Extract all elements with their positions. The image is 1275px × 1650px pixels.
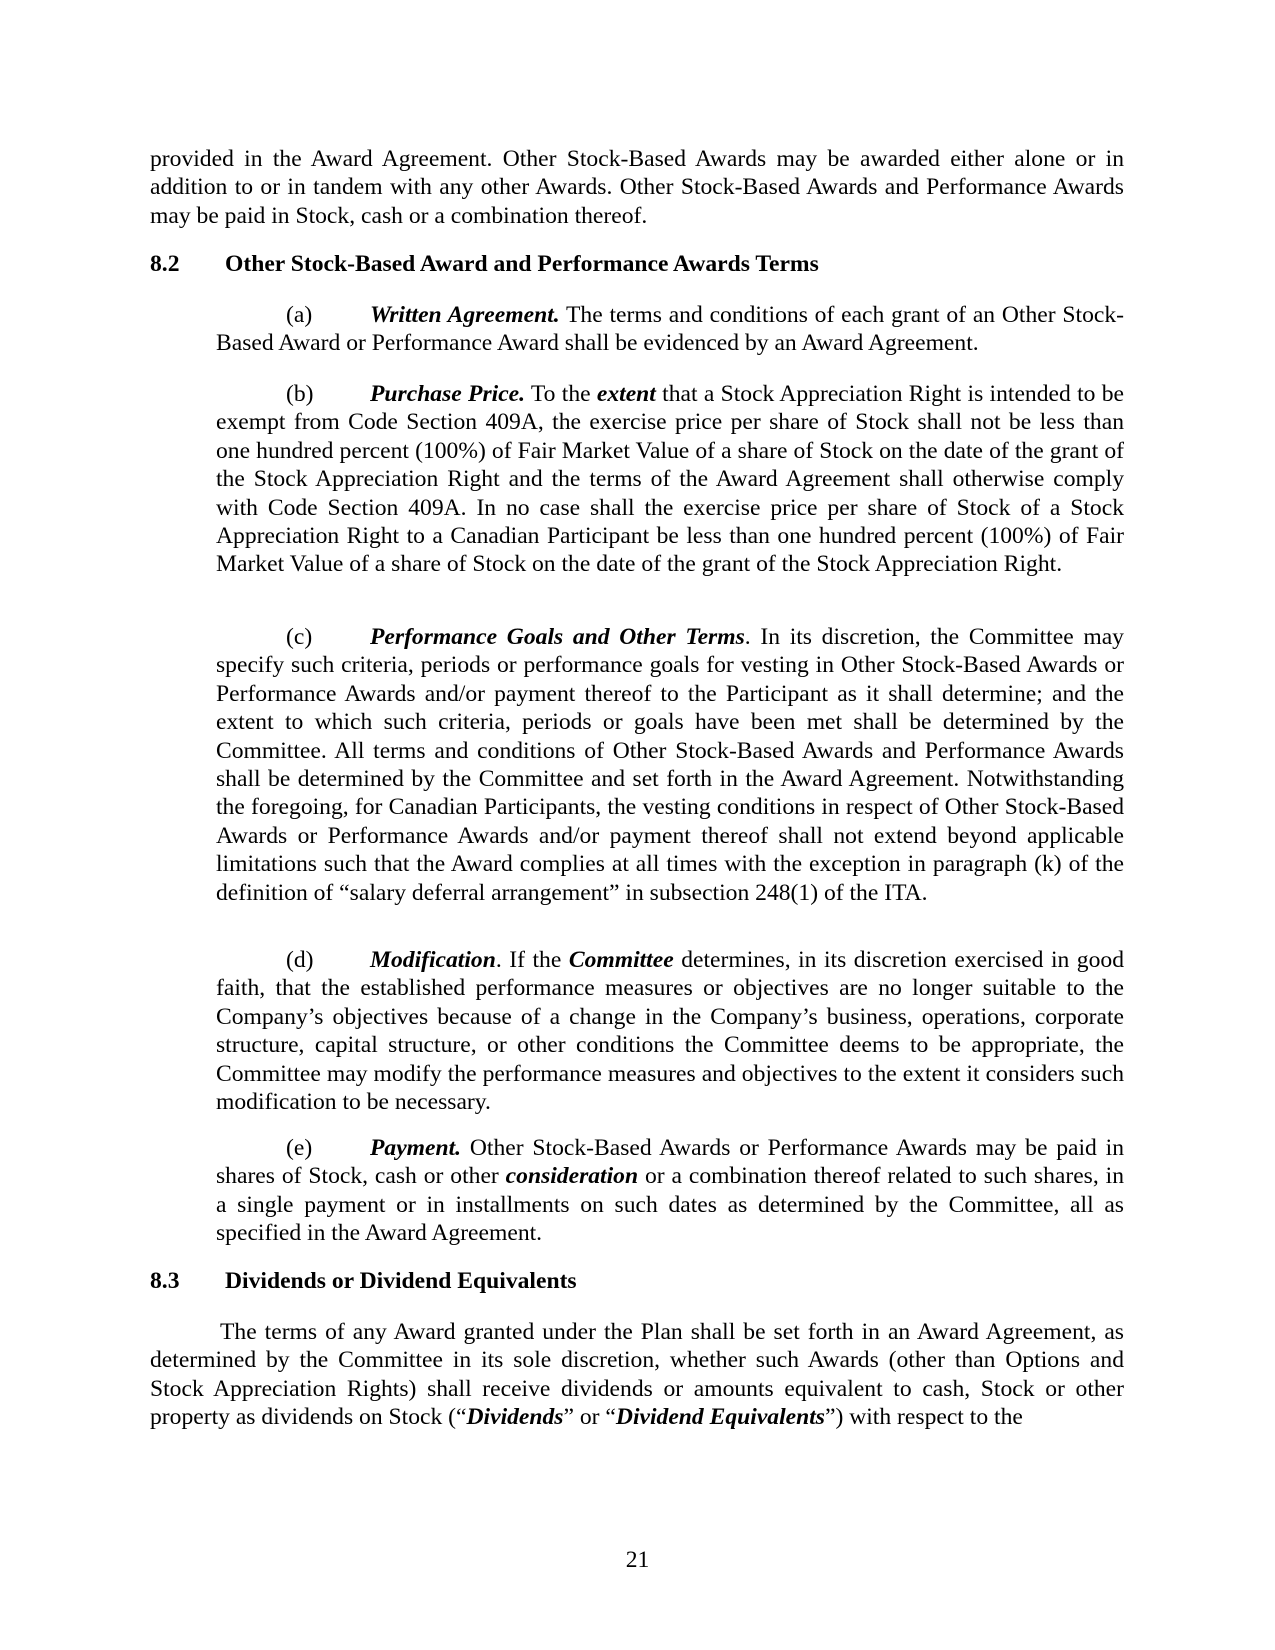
paragraph-a: (a) Written Agreement. The terms and conditions of each grant of an Other Stock-Based Award or Performance Award shall be evidenced by an Award Agreement.: [216, 302, 1125, 357]
section-8-2-heading: [150, 251, 819, 278]
emphasis: consideration: [505, 1163, 639, 1190]
item-heading: Payment.: [370, 1135, 462, 1161]
section-8-3-heading: [150, 1268, 577, 1295]
section-8-3-paragraph: The terms of any Award granted under the Plan shall be set forth in an Award Agreement, as determined by the Committee in its sole discretion, whether such Awards (other than Options and Stock Appreciation Rights) shall receive dividends or amounts equivalent to cash, Stock or other property as dividends on Stock (“Dividends” or “Dividend Equivalents”) with respect to the: [150, 1319, 1124, 1431]
item-heading: Purchase Price.: [370, 381, 526, 407]
item-label: (d): [286, 947, 314, 973]
item-label: (a): [286, 302, 313, 328]
page-number: 21: [625, 1547, 650, 1573]
emphasis: Dividends: [466, 1404, 564, 1431]
paragraph-d: (d) Modification. If the Committee determines, in its discretion exercised in good faith, that the established performance measures or objectives are no longer suitable to the Company’s objectives because of a change in the Company’s business, operations, corporate structure, capital structure, or other conditions the Committee deems to be appropriate, the Committee may modify the performance measures and objectives to the extent it considers such modification to be necessary.: [216, 947, 1124, 1116]
section-title: Other Stock-Based Award and Performance Awards Terms: [225, 251, 819, 277]
section-title: Dividends or Dividend Equivalents: [225, 1268, 577, 1294]
item-label: (e): [286, 1135, 313, 1161]
item-label: (c): [286, 624, 313, 650]
item-label: (b): [286, 381, 314, 407]
section-number: 8.3: [150, 1268, 180, 1294]
section-number: 8.2: [150, 251, 180, 277]
paragraph-e: (e) Payment. Other Stock-Based Awards or Performance Awards may be paid in shares of Stock, cash or other consideration or a combination thereof related to such shares, in a single payment or in installments on such dates as determined by the Committee, all as specified in the Award Agreement.: [216, 1135, 1124, 1247]
paragraph-b: (b) Purchase Price. To the extent that a Stock Appreciation Right is intended to be exempt from Code Section 409A, the exercise price per share of Stock shall not be less than one hundred percent (100%) of Fair Market Value of a share of Stock on the date of the grant of the Stock Appreciation Right and the terms of the Award Agreement shall otherwise comply with Code Section 409A. In no case shall the exercise price per share of Stock of a Stock Appreciation Right to a Canadian Participant be less than one hundred percent (100%) of Fair Market Value of a share of Stock on the date of the grant of the Stock Appreciation Right.: [216, 381, 1124, 578]
item-heading: Performance Goals and Other Terms: [370, 624, 745, 650]
emphasis: Committee: [568, 947, 674, 973]
paragraph-c: (c) Performance Goals and Other Terms. In its discretion, the Committee may specify such criteria, periods or performance goals for vesting in Other Stock-Based Awards or Performance Awards and/or payment thereof to the Participant as it shall determine; and the extent to which such criteria, periods or goals have been met shall be determined by the Committee. All terms and conditions of Other Stock-Based Awards and Performance Awards shall be determined by the Committee and set forth in the Award Agreement. Notwithstanding the foregoing, for Canadian Participants, the vesting conditions in respect of Other Stock-Based Awards or Performance Awards and/or payment thereof shall not extend beyond applicable limitations such that the Award complies at all times with the exception in paragraph (k) of the definition of “salary deferral arrangement” in subsection 248(1) of the ITA.: [216, 624, 1124, 906]
item-heading: Written Agreement.: [370, 302, 560, 328]
emphasis: Dividend Equivalents: [615, 1404, 825, 1431]
item-heading: Modification: [370, 947, 496, 973]
emphasis: extent: [596, 381, 656, 407]
intro-paragraph: provided in the Award Agreement. Other Stock-Based Awards may be awarded either alone or in addition to or in tandem with any other Awards. Other Stock-Based Awards and Performance Awards may be paid in Stock, cash or a combination thereof.: [150, 146, 1124, 229]
